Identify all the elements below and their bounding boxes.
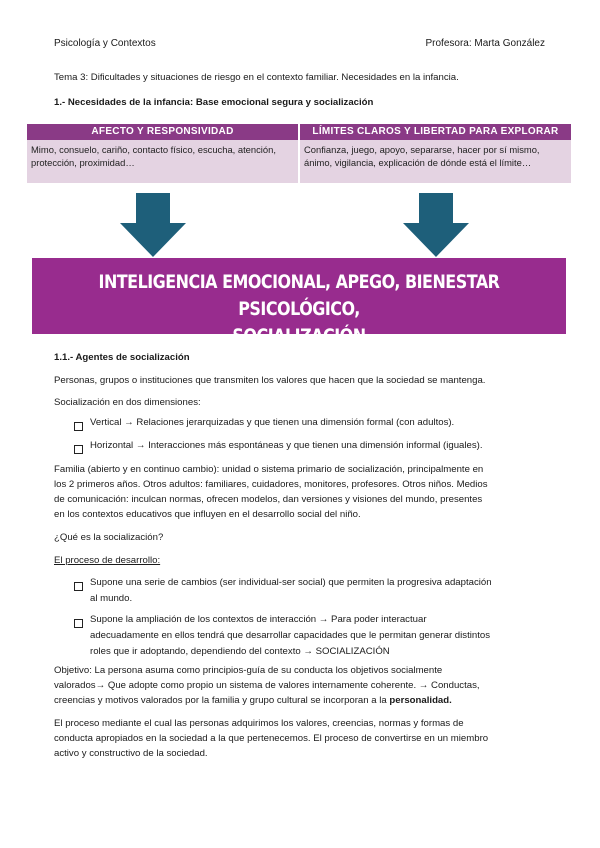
list-item: Supone una serie de cambios (ser individual-ser social) que permiten la progresiva adaptación: [90, 577, 492, 588]
summary-banner: [32, 258, 566, 347]
dimensions-intro: Socialización en dos dimensiones:: [54, 397, 201, 408]
topic-line: Tema 3: Dificultades y situaciones de riesgo en el contexto familiar. Necesidades en la infancia.: [54, 72, 459, 83]
process-heading-text: El proceso de desarrollo:: [54, 555, 161, 566]
arrow-down-icon: [403, 193, 469, 259]
banner-line-1: INTELIGENCIA EMOCIONAL, APEGO, BIENESTAR PSICOLÓGICO,: [98, 271, 500, 320]
checkbox-bullet-icon: [74, 441, 88, 459]
objective-line-last: [54, 693, 550, 708]
checkbox-bullet-icon: [74, 578, 88, 596]
list-item-continued: al mundo.: [90, 593, 133, 604]
family-line: en los contextos educativos que influyen en el desarrollo social del niño.: [54, 509, 361, 520]
table-header-affection: AFECTO Y RESPONSIVIDAD: [91, 126, 234, 137]
list-item-continued: adecuadamente en ellos tendrá que desarrollar capacidades que le permitan generar distintos: [90, 630, 490, 641]
needs-table: [27, 124, 571, 183]
family-line: los 2 primeros años. Otros adultos: familiares, cuidadores, monitores, profesores. Otros niños. Medios: [54, 479, 488, 490]
objective-text: creencias y motivos valorados por la familia y grupo cultural se incorporan a la: [54, 695, 387, 706]
family-line: Familia (abierto y en continuo cambio): unidad o sistema primario de socialización, principalmente en: [54, 464, 484, 475]
agents-definition: Personas, grupos o instituciones que transmiten los valores que hacen que la sociedad se mantenga.: [54, 375, 486, 386]
table-header-limits: LÍMITES CLAROS Y LIBERTAD PARA EXPLORAR: [298, 124, 571, 140]
table-header-row: [27, 124, 571, 140]
banner-line-2: SOCIALIZACIÓN: [232, 325, 366, 347]
section-title: 1.- Necesidades de la infancia: Base emocional segura y socialización: [54, 97, 374, 108]
objective-line: valorados→ Que adopte como propio un sistema de valores internamente coherente. → Conductas,: [54, 680, 480, 691]
list-item-continued: roles que ir adoptando, dependiendo del contexto → SOCIALIZACIÓN: [90, 646, 390, 657]
final-line: conducta apropiados en la sociedad a la que pertenecemos. El proceso de convertirse en un miembro: [54, 733, 489, 744]
question-line: ¿Qué es la socialización?: [54, 532, 164, 543]
header-teacher: Profesora: Marta González: [425, 38, 545, 49]
objective-line: Objetivo: La persona asuma como principios-guía de su conducta los objetivos socialmente: [54, 665, 443, 676]
table-cell-affection: Mimo, consuelo, cariño, contacto físico, escucha, atención, protección, proximidad…: [31, 144, 276, 168]
agents-title: 1.1.- Agentes de socialización: [54, 352, 190, 363]
list-item: Horizontal → Interacciones más espontáneas y que tienen una dimensión informal (iguales).: [90, 440, 483, 451]
checkbox-bullet-icon: [74, 615, 88, 633]
table-row: [27, 140, 571, 183]
checkbox-bullet-icon: [74, 418, 88, 436]
family-line: de comunicación: inculcan normas, ofrecen modelos, dan versiones y visiones del mundo, presentes: [54, 494, 483, 505]
final-line: activo y constructivo de la sociedad.: [54, 748, 208, 759]
final-line: El proceso mediante el cual las personas adquirimos los valores, creencias, normas y formas de: [54, 718, 464, 729]
process-heading: [54, 553, 550, 568]
header-subject: Psicología y Contextos: [54, 38, 156, 49]
arrow-down-icon: [120, 193, 186, 259]
objective-bold: personalidad.: [389, 695, 452, 706]
list-item: Vertical → Relaciones jerarquizadas y que tienen una dimensión formal (con adultos).: [90, 417, 455, 428]
list-item: Supone la ampliación de los contextos de interacción → Para poder interactuar: [90, 614, 427, 625]
table-cell-limits: Confianza, juego, apoyo, separarse, hacer por sí mismo, ánimo, vigilancia, explicación de dónde está el límite…: [298, 140, 571, 183]
